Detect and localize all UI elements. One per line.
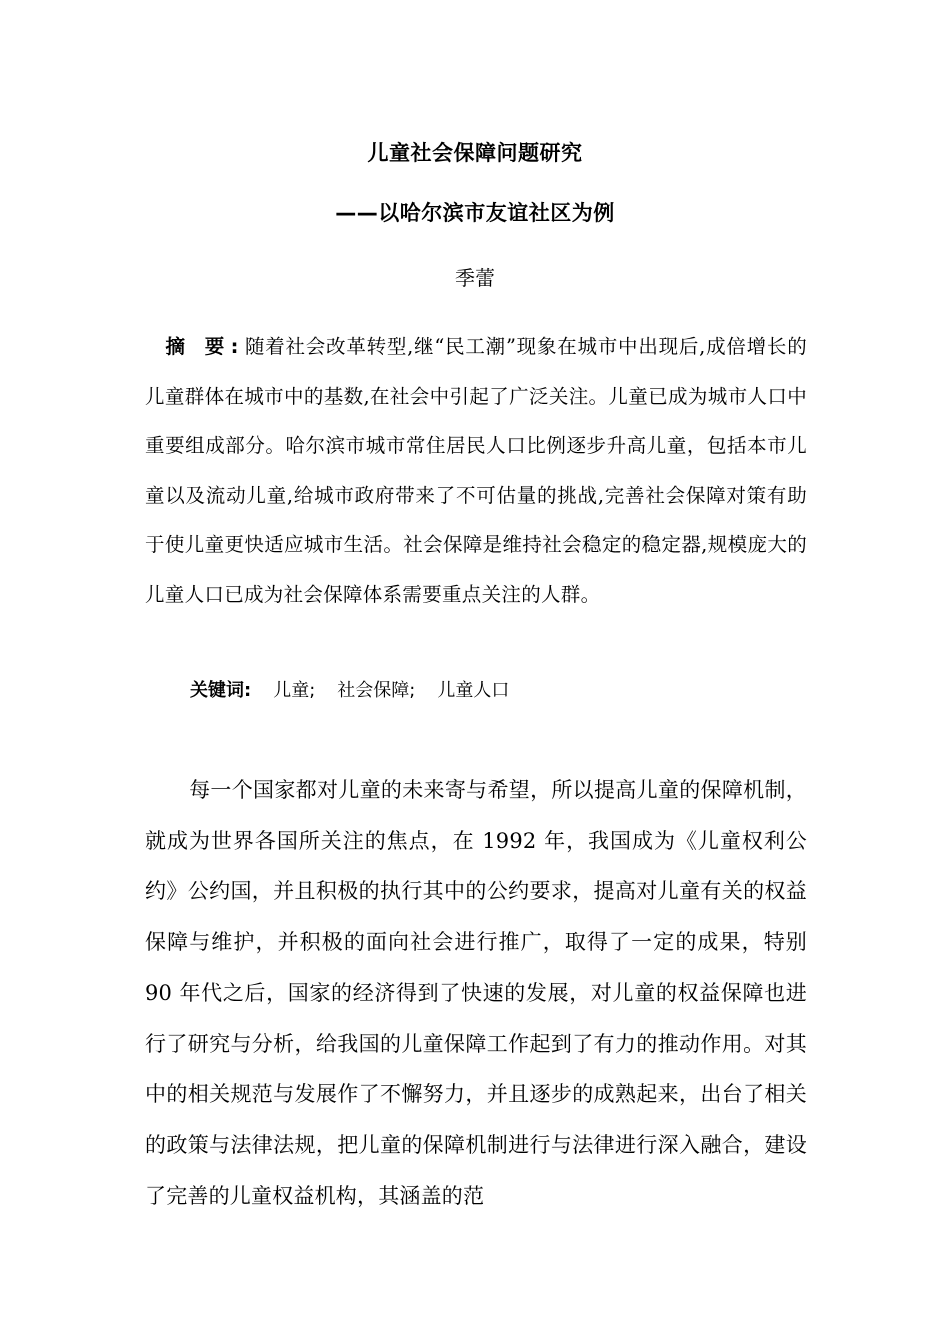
abstract-label: 摘 要: bbox=[165, 335, 245, 358]
keyword-item: 社会保障; bbox=[337, 680, 416, 701]
keyword-item: 儿童人口 bbox=[437, 680, 510, 701]
body-paragraph bbox=[145, 765, 807, 1221]
document-title: 儿童社会保障问题研究 bbox=[367, 141, 583, 165]
document-subtitle: ——以哈尔滨市友谊社区为例 bbox=[335, 201, 615, 225]
abstract-text: 随着社会改革转型,继“民工潮”现象在城市中出现后,成倍增长的儿童群体在城市中的基数,在社会中引起了广泛关注。儿童已成为城市人口中重要组成部分。哈尔滨市城市常住居民人口比例逐步升高儿童，包括本市儿童以及流动儿童,给城市政府带来了不可估量的挑战,完善社会保障对策有助于使儿童更快适应城市生活。社会保障是维持社会稳定的稳定器,规模庞大的儿童人口已成为社会保障体系需要重点关注的人群。 bbox=[145, 335, 807, 606]
keywords-label: 关键词: bbox=[190, 680, 252, 701]
abstract-section bbox=[145, 322, 807, 619]
keyword-item: 儿童; bbox=[273, 680, 316, 701]
document-author: 季蕾 bbox=[455, 266, 495, 290]
keywords-section bbox=[190, 677, 531, 705]
body-paragraph-text: 每一个国家都对儿童的未来寄与希望，所以提高儿童的保障机制，就成为世界各国所关注的焦点，在 1992 年，我国成为《儿童权利公约》公约国，并且积极的执行其中的公约要求，提高对儿童有关的权益保障与维护，并积极的面向社会进行推广，取得了一定的成果，特别 90 年代之后，国家的经济得到了快速的发展，对儿童的权益保障也进行了研究与分析，给我国的儿童保障工作起到了有力的推动作用。对其中的相关规范与发展作了不懈努力，并且逐步的成熟起来，出台了相关的政策与法律法规，把儿童的保障机制进行与法律进行深入融合，建设了完善的儿童权益机构，其涵盖的范 bbox=[145, 778, 807, 1208]
